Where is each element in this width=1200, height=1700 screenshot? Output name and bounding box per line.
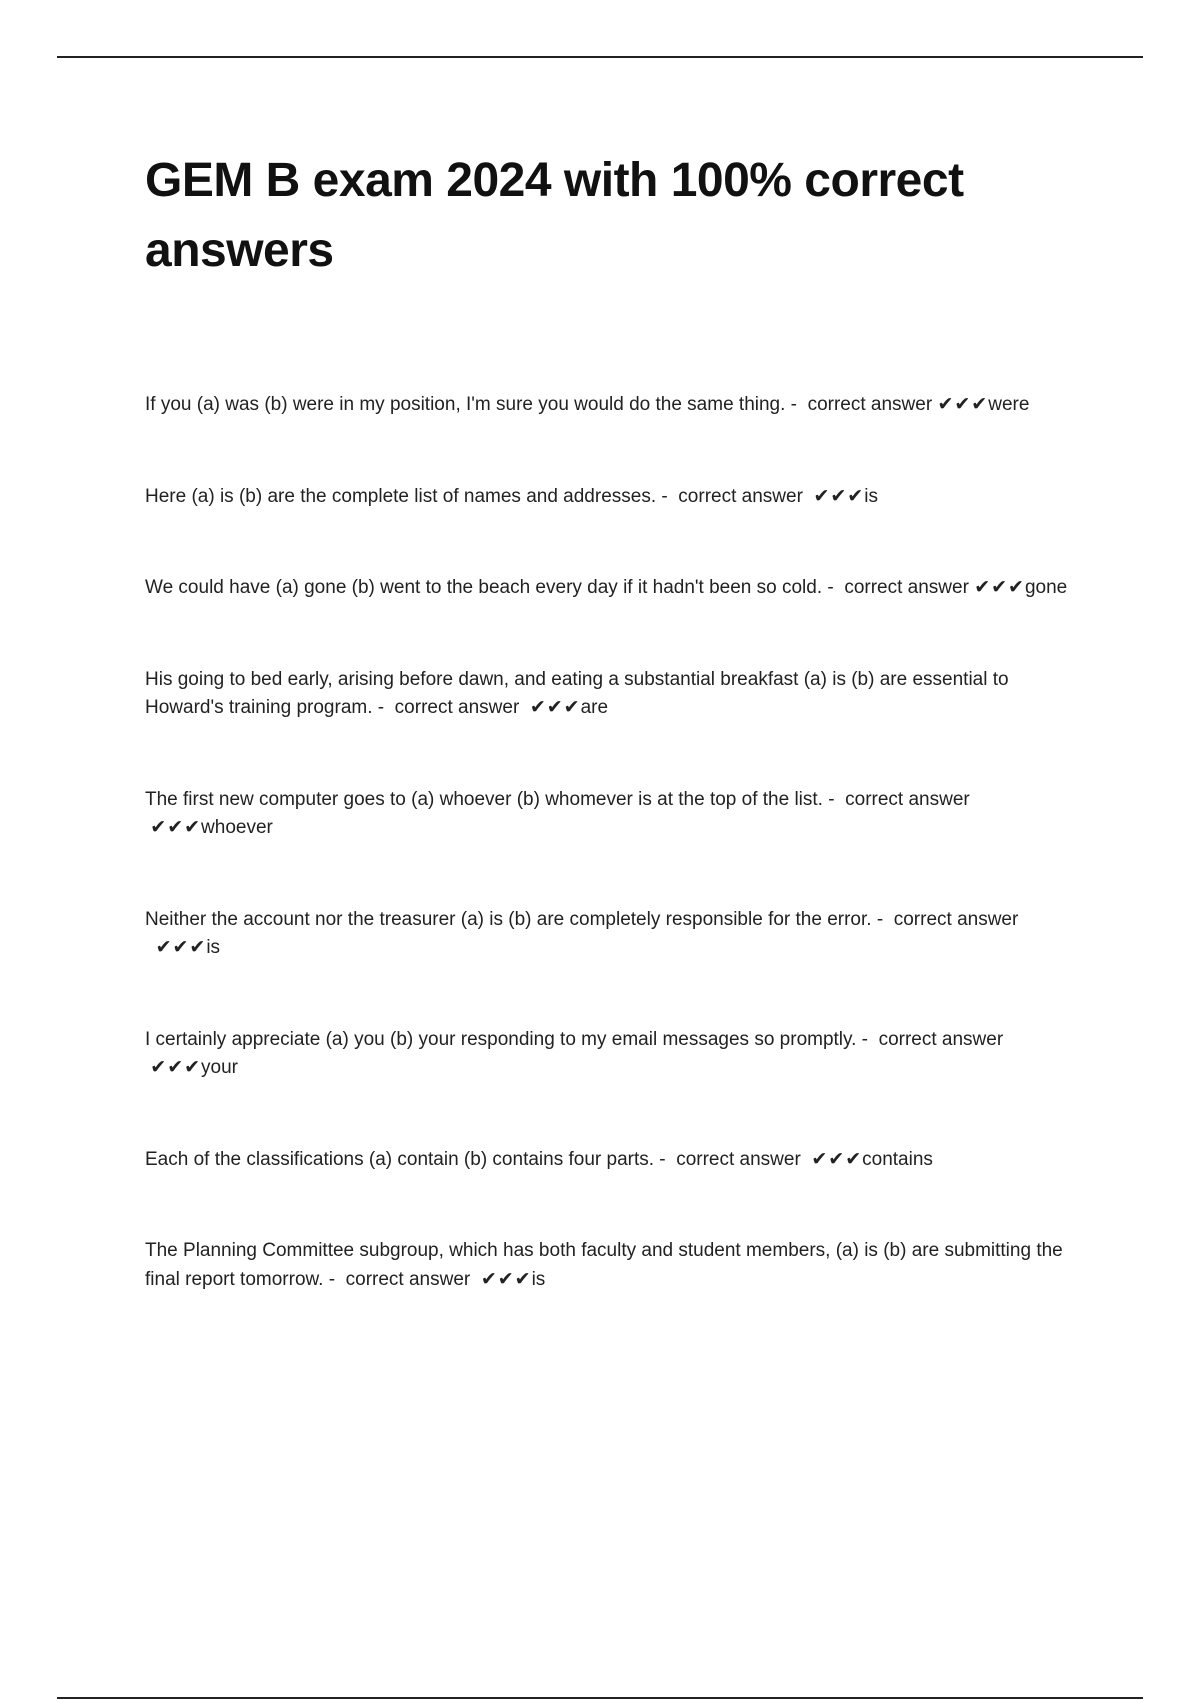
checkmark-icon: ✔✔✔ (480, 1268, 532, 1290)
answer-label: correct answer (893, 908, 1019, 930)
separator: - (822, 788, 846, 810)
separator: - (372, 697, 395, 718)
checkmark-icon: ✔✔✔ (150, 817, 202, 838)
answer-label: correct answer (676, 1148, 801, 1170)
checkmark-icon: ✔✔✔ (150, 1057, 202, 1078)
separator: - (656, 485, 679, 507)
answer-text: is (531, 1268, 546, 1290)
question-text: His going to bed early, arising before dawn, and eating a substantial breakfast (a) is (b) are essential to Howard's training program. (145, 668, 1009, 718)
question-item (145, 666, 1075, 723)
answer-text: whoever (201, 817, 273, 838)
question-item (145, 1237, 1075, 1294)
answer-label: correct answer (394, 697, 520, 718)
checkmark-icon: ✔✔✔ (811, 1148, 863, 1170)
answer-text: is (206, 937, 221, 958)
answer-label: correct answer (878, 1028, 1004, 1050)
question-item (145, 391, 1075, 420)
top-divider (57, 56, 1143, 58)
separator: - (654, 1148, 677, 1170)
answer-label: correct answer (678, 485, 803, 507)
question-item (145, 1026, 1075, 1083)
answer-text: are (580, 697, 609, 718)
checkmark-icon: ✔✔✔ (937, 394, 989, 415)
question-text: The first new computer goes to (a) whoever (b) whomever is at the top of the list. (145, 788, 823, 810)
question-list (145, 391, 1075, 1294)
question-item (145, 574, 1075, 603)
checkmark-icon: ✔✔✔ (813, 485, 865, 507)
separator: - (785, 394, 808, 415)
question-text: We could have (a) gone (b) went to the beach every day if it hadn't been so cold. (145, 577, 823, 598)
question-item (145, 786, 1075, 843)
answer-label: correct answer (844, 577, 969, 598)
checkmark-icon: ✔✔✔ (974, 577, 1025, 598)
question-item (145, 906, 1075, 963)
answer-text: were (988, 394, 1030, 415)
separator: - (822, 577, 845, 598)
separator: - (871, 908, 894, 930)
answer-text: gone (1024, 577, 1068, 598)
question-text: Each of the classifications (a) contain (b) contains four parts. (145, 1148, 655, 1170)
answer-label: correct answer (807, 394, 933, 415)
answer-text: is (864, 485, 878, 507)
bottom-divider (57, 1697, 1143, 1699)
question-item (145, 1146, 1075, 1175)
separator: - (323, 1268, 346, 1290)
checkmark-icon: ✔✔✔ (529, 697, 581, 718)
answer-label: correct answer (345, 1268, 471, 1290)
question-text: I certainly appreciate (a) you (b) your responding to my email messages so promptly. (145, 1028, 857, 1050)
separator: - (856, 1028, 879, 1050)
question-text: The Planning Committee subgroup, which has both faculty and student members, (a) is (b) are submitting the final report tomorrow. (145, 1240, 1063, 1290)
answer-text: your (201, 1057, 239, 1078)
page-title: GEM B exam 2024 with 100% correct answers (145, 154, 964, 277)
checkmark-icon: ✔✔✔ (155, 937, 207, 958)
question-text: Here (a) is (b) are the complete list of names and addresses. (145, 485, 657, 507)
answer-label: correct answer (845, 788, 970, 810)
question-text: If you (a) was (b) were in my position, I'm sure you would do the same thing. (145, 394, 786, 415)
question-item (145, 483, 1075, 512)
question-text: Neither the account nor the treasurer (a) is (b) are completely responsible for the error. (145, 908, 872, 930)
answer-text: contains (862, 1148, 933, 1170)
